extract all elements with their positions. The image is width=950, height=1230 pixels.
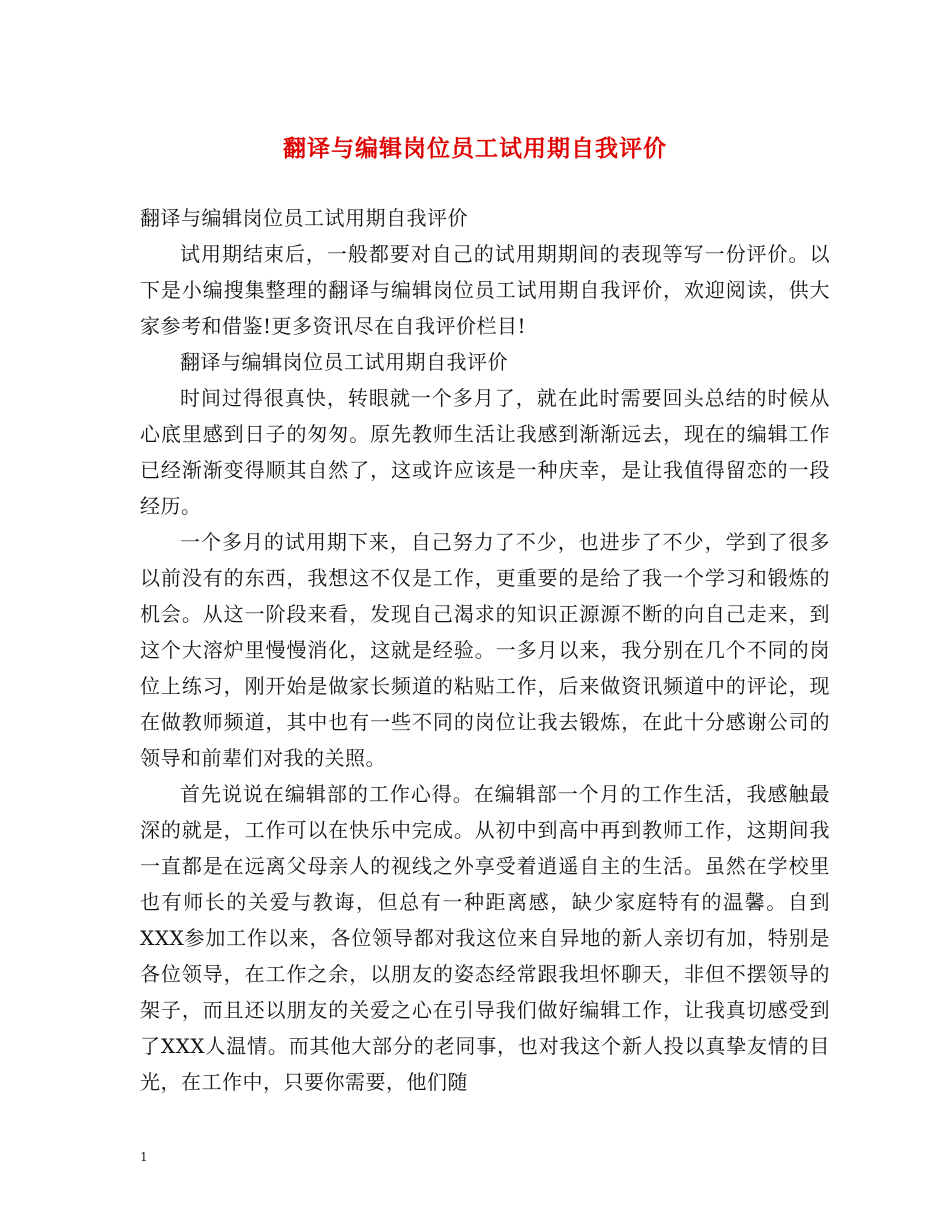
page-number: 1	[140, 1150, 148, 1164]
paragraph-subheading: 翻译与编辑岗位员工试用期自我评价	[180, 350, 508, 374]
paragraph-heading: 翻译与编辑岗位员工试用期自我评价	[140, 206, 468, 230]
paragraph-intro: 试用期结束后，一般都要对自己的试用期期间的表现等写一份评价。以下是小编搜集整理的翻译与编辑岗位员工试用期自我评价，欢迎阅读，供大家参考和借鉴!更多资讯尽在自我评价栏目!	[140, 242, 830, 338]
paragraph: 时间过得很真快，转眼就一个多月了，就在此时需要回头总结的时候从心底里感到日子的匆匆。原先教师生活让我感到渐渐远去，现在的编辑工作已经渐渐变得顺其自然了，这或许应该是一种庆幸，是让我值得留恋的一段经历。	[140, 386, 830, 518]
document-body	[140, 200, 830, 1100]
paragraph: 一个多月的试用期下来，自己努力了不少，也进步了不少，学到了很多以前没有的东西，我想这不仅是工作，更重要的是给了我一个学习和锻炼的机会。从这一阶段来看，发现自己渴求的知识正源源不断的向自己走来，到这个大溶炉里慢慢消化，这就是经验。一多月以来，我分别在几个不同的岗位上练习，刚开始是做家长频道的粘贴工作，后来做资讯频道中的评论，现在做教师频道，其中也有一些不同的岗位让我去锻炼，在此十分感谢公司的领导和前辈们对我的关照。	[140, 530, 830, 770]
paragraph: 首先说说在编辑部的工作心得。在编辑部一个月的工作生活，我感触最深的就是，工作可以在快乐中完成。从初中到高中再到教师工作，这期间我一直都是在远离父母亲人的视线之外享受着逍遥自主的生活。虽然在学校里也有师长的关爱与教诲，但总有一种距离感，缺少家庭特有的温馨。自到XXX参加工作以来，各位领导都对我这位来自异地的新人亲切有加，特别是各位领导，在工作之余，以朋友的姿态经常跟我坦怀聊天，非但不摆领导的架子，而且还以朋友的关爱之心在引导我们做好编辑工作，让我真切感受到了XXX人温情。而其他大部分的老同事，也对我这个新人投以真挚友情的目光，在工作中，只要你需要，他们随	[140, 782, 830, 1094]
document-title: 翻译与编辑岗位员工试用期自我评价	[283, 135, 667, 162]
